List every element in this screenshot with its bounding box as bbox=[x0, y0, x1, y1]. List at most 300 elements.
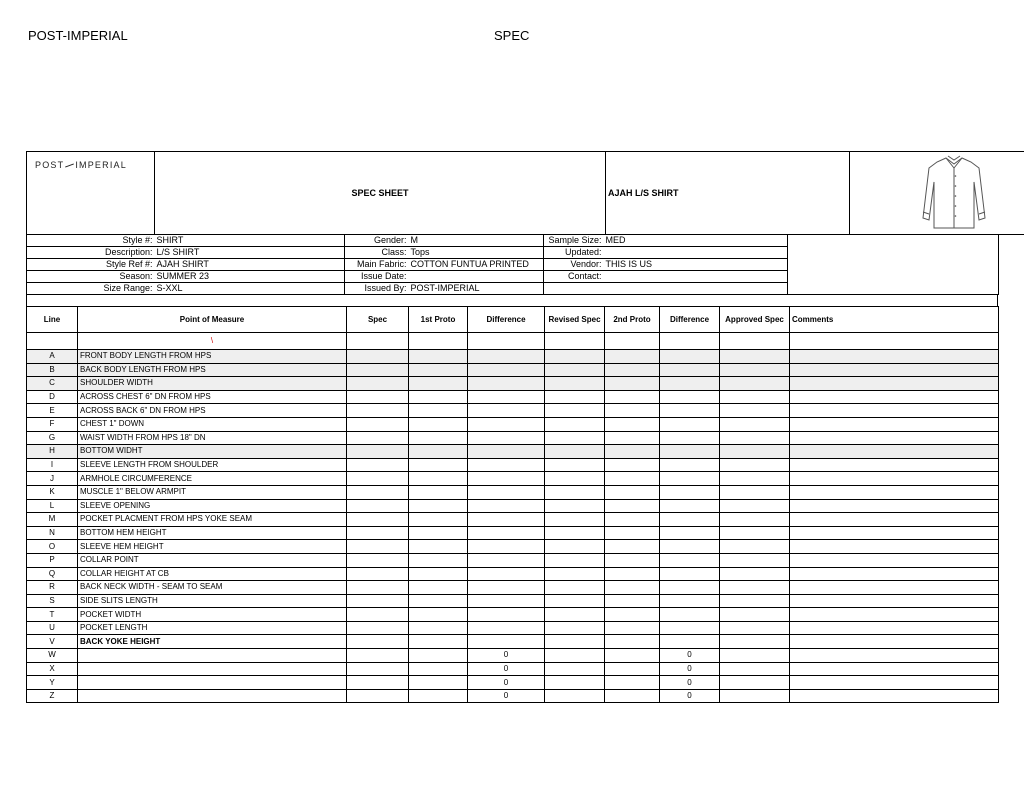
comments-cell bbox=[790, 553, 999, 567]
second-proto-cell bbox=[605, 689, 660, 703]
second-proto-cell bbox=[605, 676, 660, 690]
spec-cell bbox=[347, 662, 409, 676]
line-code: M bbox=[27, 513, 78, 527]
first-proto-cell bbox=[409, 390, 468, 404]
approved-spec-cell bbox=[720, 417, 790, 431]
point-of-measure: SIDE SLITS LENGTH bbox=[78, 594, 347, 608]
spec-cell bbox=[347, 404, 409, 418]
col-header-spec: Spec bbox=[347, 307, 409, 333]
field-value: COTTON FUNTUA PRINTED bbox=[409, 259, 544, 271]
line-code: X bbox=[27, 662, 78, 676]
field-value: POST-IMPERIAL bbox=[409, 283, 544, 295]
comments-cell bbox=[790, 662, 999, 676]
second-proto-cell bbox=[605, 553, 660, 567]
line-code: Y bbox=[27, 676, 78, 690]
table-row bbox=[27, 635, 999, 649]
comments-cell bbox=[790, 676, 999, 690]
table-row bbox=[27, 417, 999, 431]
first-proto-cell bbox=[409, 513, 468, 527]
difference-2-cell: 0 bbox=[660, 662, 720, 676]
line-code: O bbox=[27, 540, 78, 554]
difference-2-cell bbox=[660, 567, 720, 581]
first-proto-cell bbox=[409, 594, 468, 608]
style-title: AJAH L/S SHIRT bbox=[606, 152, 850, 235]
first-proto-cell bbox=[409, 377, 468, 391]
difference-1-cell bbox=[468, 594, 545, 608]
page-header-center: SPEC bbox=[494, 28, 530, 43]
first-proto-cell bbox=[409, 689, 468, 703]
approved-spec-cell bbox=[720, 526, 790, 540]
approved-spec-cell bbox=[720, 621, 790, 635]
point-of-measure bbox=[78, 689, 347, 703]
point-of-measure bbox=[78, 676, 347, 690]
difference-2-cell bbox=[660, 485, 720, 499]
spec-cell bbox=[347, 635, 409, 649]
header-field-row bbox=[27, 271, 999, 283]
difference-2-cell bbox=[660, 458, 720, 472]
second-proto-cell bbox=[605, 649, 660, 663]
red-mark: \ bbox=[210, 336, 214, 345]
second-proto-cell bbox=[605, 662, 660, 676]
difference-2-cell bbox=[660, 581, 720, 595]
comments-cell bbox=[790, 485, 999, 499]
spec-cell bbox=[347, 445, 409, 459]
approved-spec-cell bbox=[720, 363, 790, 377]
approved-spec-cell bbox=[720, 377, 790, 391]
revised-spec-cell bbox=[545, 608, 605, 622]
field-value bbox=[604, 247, 788, 259]
second-proto-cell bbox=[605, 499, 660, 513]
spec-cell bbox=[347, 621, 409, 635]
table-row bbox=[27, 567, 999, 581]
point-of-measure: SLEEVE HEM HEIGHT bbox=[78, 540, 347, 554]
difference-2-cell bbox=[660, 526, 720, 540]
revised-spec-cell bbox=[545, 649, 605, 663]
approved-spec-cell bbox=[720, 458, 790, 472]
second-proto-cell bbox=[605, 472, 660, 486]
first-proto-cell bbox=[409, 621, 468, 635]
approved-spec-cell bbox=[720, 553, 790, 567]
difference-2-cell bbox=[660, 472, 720, 486]
second-proto-cell bbox=[605, 377, 660, 391]
difference-2-cell bbox=[660, 621, 720, 635]
second-proto-cell bbox=[605, 404, 660, 418]
spec-cell bbox=[347, 472, 409, 486]
approved-spec-cell bbox=[720, 689, 790, 703]
second-proto-cell bbox=[605, 431, 660, 445]
field-label: Style Ref #: bbox=[27, 259, 155, 271]
approved-spec-cell bbox=[720, 581, 790, 595]
table-row bbox=[27, 513, 999, 527]
second-proto-cell bbox=[605, 513, 660, 527]
table-row bbox=[27, 377, 999, 391]
difference-2-cell bbox=[660, 540, 720, 554]
table-row bbox=[27, 458, 999, 472]
table-row bbox=[27, 540, 999, 554]
difference-1-cell: 0 bbox=[468, 662, 545, 676]
comments-cell bbox=[790, 458, 999, 472]
approved-spec-cell bbox=[720, 540, 790, 554]
approved-spec-cell bbox=[720, 350, 790, 364]
sheet-title: SPEC SHEET bbox=[155, 152, 606, 235]
revised-spec-cell bbox=[545, 431, 605, 445]
field-value: MED bbox=[604, 235, 788, 247]
second-proto-cell bbox=[605, 485, 660, 499]
revised-spec-cell bbox=[545, 553, 605, 567]
second-proto-cell bbox=[605, 445, 660, 459]
difference-1-cell bbox=[468, 458, 545, 472]
line-code: A bbox=[27, 350, 78, 364]
line-code: K bbox=[27, 485, 78, 499]
header-field-row bbox=[27, 283, 999, 295]
difference-1-cell bbox=[468, 608, 545, 622]
field-label: Updated: bbox=[544, 247, 604, 259]
line-code: Q bbox=[27, 567, 78, 581]
revised-spec-cell bbox=[545, 472, 605, 486]
first-proto-cell bbox=[409, 431, 468, 445]
difference-2-cell bbox=[660, 390, 720, 404]
line-code: H bbox=[27, 445, 78, 459]
table-row bbox=[27, 649, 999, 663]
field-value bbox=[409, 271, 544, 283]
table-row bbox=[27, 608, 999, 622]
comments-cell bbox=[790, 350, 999, 364]
line-code: I bbox=[27, 458, 78, 472]
point-of-measure: CHEST 1" DOWN bbox=[78, 417, 347, 431]
difference-2-cell bbox=[660, 553, 720, 567]
comments-cell bbox=[790, 635, 999, 649]
first-proto-cell bbox=[409, 635, 468, 649]
field-label: Sample Size: bbox=[544, 235, 604, 247]
second-proto-cell bbox=[605, 363, 660, 377]
approved-spec-cell bbox=[720, 676, 790, 690]
spec-header-table bbox=[26, 151, 1024, 235]
field-label: Main Fabric: bbox=[345, 259, 409, 271]
col-header-revised-spec: Revised Spec bbox=[545, 307, 605, 333]
comments-cell bbox=[790, 621, 999, 635]
line-code: D bbox=[27, 390, 78, 404]
approved-spec-cell bbox=[720, 594, 790, 608]
first-proto-cell bbox=[409, 445, 468, 459]
first-proto-cell bbox=[409, 350, 468, 364]
comments-cell bbox=[790, 581, 999, 595]
blank-row bbox=[27, 333, 999, 350]
line-code: V bbox=[27, 635, 78, 649]
spec-cell bbox=[347, 431, 409, 445]
point-of-measure: POCKET PLACMENT FROM HPS YOKE SEAM bbox=[78, 513, 347, 527]
comments-cell bbox=[790, 363, 999, 377]
point-of-measure: BOTTOM WIDHT bbox=[78, 445, 347, 459]
difference-1-cell bbox=[468, 635, 545, 649]
table-row bbox=[27, 581, 999, 595]
col-header-difference-2: Difference bbox=[660, 307, 720, 333]
comments-cell bbox=[790, 689, 999, 703]
spec-cell bbox=[347, 458, 409, 472]
page-header-left: POST-IMPERIAL bbox=[28, 28, 128, 43]
revised-spec-cell bbox=[545, 581, 605, 595]
table-row bbox=[27, 363, 999, 377]
difference-2-cell bbox=[660, 404, 720, 418]
first-proto-cell bbox=[409, 417, 468, 431]
line-code: T bbox=[27, 608, 78, 622]
first-proto-cell bbox=[409, 404, 468, 418]
point-of-measure: ACROSS CHEST 6" DN FROM HPS bbox=[78, 390, 347, 404]
point-of-measure: COLLAR POINT bbox=[78, 553, 347, 567]
point-of-measure: WAIST WIDTH FROM HPS 18" DN bbox=[78, 431, 347, 445]
point-of-measure: POCKET LENGTH bbox=[78, 621, 347, 635]
spec-cell bbox=[347, 485, 409, 499]
spec-cell bbox=[347, 513, 409, 527]
field-label: Issued By: bbox=[345, 283, 409, 295]
approved-spec-cell bbox=[720, 513, 790, 527]
spec-cell bbox=[347, 390, 409, 404]
difference-1-cell bbox=[468, 472, 545, 486]
line-code: P bbox=[27, 553, 78, 567]
first-proto-cell bbox=[409, 662, 468, 676]
first-proto-cell bbox=[409, 499, 468, 513]
comments-cell bbox=[790, 567, 999, 581]
shirt-sketch-icon bbox=[919, 152, 989, 232]
field-value: SUMMER 23 bbox=[155, 271, 345, 283]
difference-1-cell bbox=[468, 513, 545, 527]
second-proto-cell bbox=[605, 390, 660, 404]
difference-2-cell bbox=[660, 445, 720, 459]
point-of-measure: SLEEVE OPENING bbox=[78, 499, 347, 513]
difference-1-cell bbox=[468, 417, 545, 431]
table-row bbox=[27, 594, 999, 608]
revised-spec-cell bbox=[545, 390, 605, 404]
first-proto-cell bbox=[409, 526, 468, 540]
approved-spec-cell bbox=[720, 485, 790, 499]
approved-spec-cell bbox=[720, 404, 790, 418]
difference-2-cell: 0 bbox=[660, 649, 720, 663]
brand-logo-left: POST bbox=[35, 160, 65, 170]
second-proto-cell bbox=[605, 417, 660, 431]
field-label: Vendor: bbox=[544, 259, 604, 271]
brand-logo-right: IMPERIAL bbox=[75, 160, 127, 170]
revised-spec-cell bbox=[545, 594, 605, 608]
difference-1-cell bbox=[468, 363, 545, 377]
revised-spec-cell bbox=[545, 635, 605, 649]
first-proto-cell bbox=[409, 676, 468, 690]
approved-spec-cell bbox=[720, 472, 790, 486]
point-of-measure: BACK BODY LENGTH FROM HPS bbox=[78, 363, 347, 377]
difference-2-cell bbox=[660, 377, 720, 391]
field-value: THIS IS US bbox=[604, 259, 788, 271]
spec-sheet bbox=[26, 151, 998, 703]
line-code: C bbox=[27, 377, 78, 391]
spec-cell bbox=[347, 581, 409, 595]
col-header-2nd-proto: 2nd Proto bbox=[605, 307, 660, 333]
spec-cell bbox=[347, 417, 409, 431]
first-proto-cell bbox=[409, 553, 468, 567]
difference-1-cell: 0 bbox=[468, 649, 545, 663]
difference-1-cell bbox=[468, 621, 545, 635]
point-of-measure: POCKET WIDTH bbox=[78, 608, 347, 622]
spec-cell bbox=[347, 363, 409, 377]
second-proto-cell bbox=[605, 621, 660, 635]
comments-cell bbox=[790, 649, 999, 663]
table-row bbox=[27, 445, 999, 459]
revised-spec-cell bbox=[545, 662, 605, 676]
revised-spec-cell bbox=[545, 676, 605, 690]
table-row bbox=[27, 431, 999, 445]
difference-1-cell: 0 bbox=[468, 676, 545, 690]
spec-cell bbox=[347, 567, 409, 581]
point-of-measure: FRONT BODY LENGTH FROM HPS bbox=[78, 350, 347, 364]
sketch-area bbox=[788, 271, 999, 283]
garment-sketch bbox=[850, 152, 1024, 235]
field-label: Issue Date: bbox=[345, 271, 409, 283]
second-proto-cell bbox=[605, 540, 660, 554]
difference-1-cell bbox=[468, 350, 545, 364]
spec-cell bbox=[347, 649, 409, 663]
spec-cell bbox=[347, 499, 409, 513]
difference-2-cell bbox=[660, 513, 720, 527]
table-row bbox=[27, 485, 999, 499]
revised-spec-cell bbox=[545, 621, 605, 635]
revised-spec-cell bbox=[545, 445, 605, 459]
comments-cell bbox=[790, 431, 999, 445]
revised-spec-cell bbox=[545, 377, 605, 391]
first-proto-cell bbox=[409, 567, 468, 581]
spec-cell bbox=[347, 689, 409, 703]
spec-cell bbox=[347, 608, 409, 622]
first-proto-cell bbox=[409, 581, 468, 595]
revised-spec-cell bbox=[545, 513, 605, 527]
approved-spec-cell bbox=[720, 608, 790, 622]
difference-1-cell bbox=[468, 567, 545, 581]
first-proto-cell bbox=[409, 608, 468, 622]
field-value bbox=[604, 283, 788, 295]
difference-1-cell bbox=[468, 377, 545, 391]
approved-spec-cell bbox=[720, 445, 790, 459]
line-code: G bbox=[27, 431, 78, 445]
point-of-measure bbox=[78, 649, 347, 663]
revised-spec-cell bbox=[545, 404, 605, 418]
measurement-table bbox=[26, 306, 999, 703]
field-label: Description: bbox=[27, 247, 155, 259]
second-proto-cell bbox=[605, 581, 660, 595]
difference-1-cell bbox=[468, 540, 545, 554]
revised-spec-cell bbox=[545, 350, 605, 364]
comments-cell bbox=[790, 417, 999, 431]
comments-cell bbox=[790, 608, 999, 622]
second-proto-cell bbox=[605, 567, 660, 581]
table-row bbox=[27, 350, 999, 364]
table-row bbox=[27, 404, 999, 418]
first-proto-cell bbox=[409, 363, 468, 377]
difference-1-cell bbox=[468, 445, 545, 459]
column-header-row bbox=[27, 307, 999, 333]
table-row bbox=[27, 499, 999, 513]
difference-2-cell: 0 bbox=[660, 689, 720, 703]
sketch-area bbox=[788, 247, 999, 259]
difference-1-cell bbox=[468, 485, 545, 499]
field-label: Season: bbox=[27, 271, 155, 283]
header-field-row bbox=[27, 247, 999, 259]
spec-cell bbox=[347, 594, 409, 608]
point-of-measure: ACROSS BACK 6" DN FROM HPS bbox=[78, 404, 347, 418]
difference-1-cell: 0 bbox=[468, 689, 545, 703]
sketch-area bbox=[788, 283, 999, 295]
line-code: R bbox=[27, 581, 78, 595]
line-code: U bbox=[27, 621, 78, 635]
revised-spec-cell bbox=[545, 499, 605, 513]
sketch-area bbox=[788, 235, 999, 247]
second-proto-cell bbox=[605, 635, 660, 649]
first-proto-cell bbox=[409, 472, 468, 486]
point-of-measure: ARMHOLE CIRCUMFERENCE bbox=[78, 472, 347, 486]
col-header-pom: Point of Measure bbox=[78, 307, 347, 333]
difference-2-cell bbox=[660, 431, 720, 445]
line-code: W bbox=[27, 649, 78, 663]
difference-2-cell bbox=[660, 417, 720, 431]
spec-cell bbox=[347, 553, 409, 567]
difference-1-cell bbox=[468, 431, 545, 445]
field-label: Size Range: bbox=[27, 283, 155, 295]
difference-1-cell bbox=[468, 390, 545, 404]
table-row bbox=[27, 689, 999, 703]
first-proto-cell bbox=[409, 649, 468, 663]
point-of-measure: BOTTOM HEM HEIGHT bbox=[78, 526, 347, 540]
col-header-approved-spec: Approved Spec bbox=[720, 307, 790, 333]
spec-cell bbox=[347, 540, 409, 554]
col-header-line: Line bbox=[27, 307, 78, 333]
spec-cell bbox=[347, 377, 409, 391]
difference-2-cell bbox=[660, 594, 720, 608]
col-header-1st-proto: 1st Proto bbox=[409, 307, 468, 333]
difference-2-cell bbox=[660, 635, 720, 649]
first-proto-cell bbox=[409, 458, 468, 472]
line-code: F bbox=[27, 417, 78, 431]
field-label bbox=[544, 283, 604, 295]
line-code: B bbox=[27, 363, 78, 377]
approved-spec-cell bbox=[720, 567, 790, 581]
col-header-difference-1: Difference bbox=[468, 307, 545, 333]
difference-2-cell: 0 bbox=[660, 676, 720, 690]
approved-spec-cell bbox=[720, 635, 790, 649]
point-of-measure: COLLAR HEIGHT AT CB bbox=[78, 567, 347, 581]
second-proto-cell bbox=[605, 608, 660, 622]
field-label: Style #: bbox=[27, 235, 155, 247]
spec-cell bbox=[347, 676, 409, 690]
comments-cell bbox=[790, 526, 999, 540]
revised-spec-cell bbox=[545, 417, 605, 431]
approved-spec-cell bbox=[720, 390, 790, 404]
line-code: N bbox=[27, 526, 78, 540]
comments-cell bbox=[790, 472, 999, 486]
comments-cell bbox=[790, 594, 999, 608]
first-proto-cell bbox=[409, 485, 468, 499]
revised-spec-cell bbox=[545, 689, 605, 703]
field-label: Class: bbox=[345, 247, 409, 259]
field-value: SHIRT bbox=[155, 235, 345, 247]
line-code: S bbox=[27, 594, 78, 608]
field-value: S-XXL bbox=[155, 283, 345, 295]
first-proto-cell bbox=[409, 540, 468, 554]
revised-spec-cell bbox=[545, 540, 605, 554]
table-row bbox=[27, 526, 999, 540]
table-row bbox=[27, 553, 999, 567]
comments-cell bbox=[790, 540, 999, 554]
second-proto-cell bbox=[605, 594, 660, 608]
comments-cell bbox=[790, 513, 999, 527]
revised-spec-cell bbox=[545, 526, 605, 540]
spec-cell bbox=[347, 526, 409, 540]
point-of-measure: MUSCLE 1" BELOW ARMPIT bbox=[78, 485, 347, 499]
header-field-row bbox=[27, 259, 999, 271]
